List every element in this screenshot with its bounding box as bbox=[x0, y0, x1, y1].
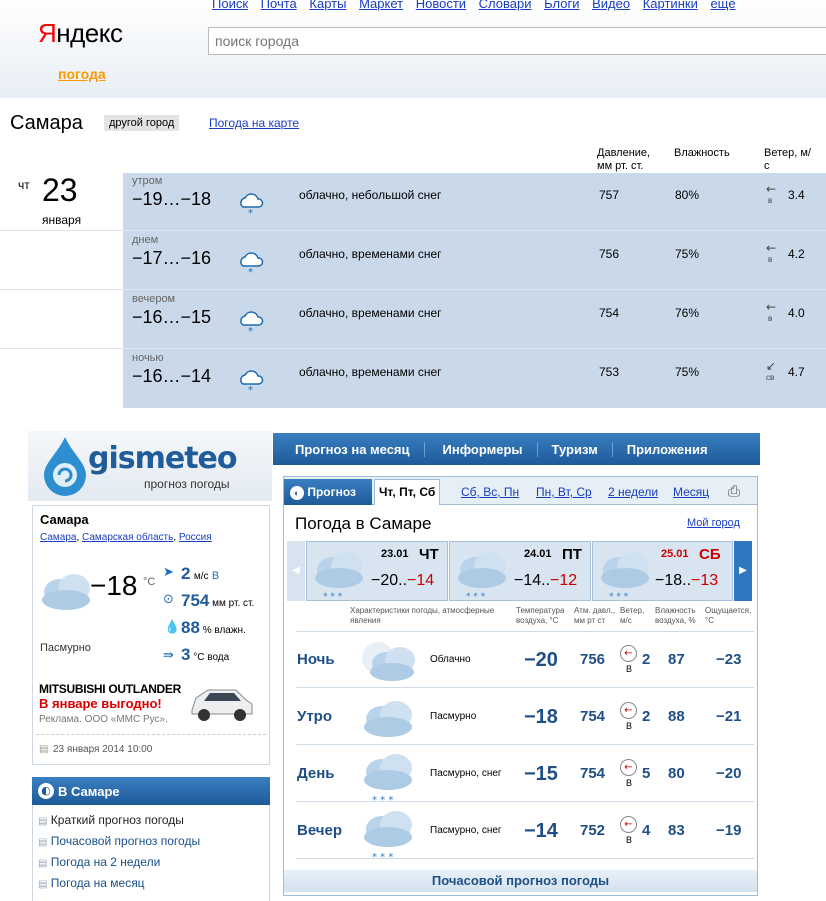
tab-month[interactable]: Месяц bbox=[673, 485, 710, 499]
now-humidity-value: 88 bbox=[181, 618, 200, 637]
part-label: ночью bbox=[132, 352, 164, 364]
side-logo-icon: ◐ bbox=[38, 783, 54, 799]
header-wind: Ветер, м/с bbox=[764, 147, 811, 172]
now-humidity-unit: % влажн. bbox=[202, 625, 246, 636]
other-city-button[interactable]: другой город bbox=[104, 115, 179, 131]
weather-desc: облачно, небольшой снег bbox=[299, 188, 442, 202]
temp-range: −16…−14 bbox=[132, 366, 212, 386]
day-temps bbox=[514, 572, 577, 590]
breadcrumb-city[interactable]: Самара bbox=[40, 532, 77, 543]
pressure: 753 bbox=[599, 365, 620, 379]
now-temp: −18 bbox=[90, 570, 138, 601]
compass-icon: ← bbox=[620, 816, 637, 833]
col-char: Характеристики погоды, атмосферные явления bbox=[350, 606, 495, 625]
cloud-snow-icon bbox=[237, 250, 265, 276]
row-wind: 4 bbox=[642, 822, 651, 839]
tab-2-weeks[interactable]: 2 недели bbox=[608, 485, 659, 499]
gm-row-morning bbox=[296, 689, 754, 745]
ad-note: Реклама. ООО «ММС Рус». bbox=[39, 714, 168, 725]
svg-text:*: * bbox=[248, 385, 253, 394]
droplet-logo-icon bbox=[42, 435, 88, 497]
yandex-nav bbox=[212, 0, 736, 11]
gismeteo-logo-area[interactable] bbox=[28, 431, 272, 501]
row-hum: 88 bbox=[668, 708, 685, 725]
tab-sat-sun-mon[interactable]: Сб, Вс, Пн bbox=[461, 485, 520, 499]
day-temp-high: −13 bbox=[691, 572, 719, 589]
humidity: 76% bbox=[675, 306, 700, 320]
part-label: днем bbox=[132, 234, 159, 246]
wind-arrow-icon: ← bbox=[766, 300, 777, 314]
col-hum: Влажность воздуха, % bbox=[655, 606, 696, 625]
now-water-value: 3 bbox=[181, 645, 191, 664]
breadcrumb-region[interactable]: Самарская область bbox=[82, 532, 174, 543]
compass-icon: ← bbox=[620, 702, 637, 719]
part-name: Утро bbox=[297, 708, 333, 725]
yandex-row-day bbox=[0, 232, 826, 290]
row-wind: 2 bbox=[642, 651, 651, 668]
row-feels: −19 bbox=[716, 822, 742, 839]
day-temps bbox=[371, 572, 434, 590]
side-link-month-label: Погода на месяц bbox=[50, 876, 145, 890]
row-desc: Пасмурно, снег bbox=[430, 825, 502, 836]
pressure: 757 bbox=[599, 188, 620, 202]
wind-speed: 4.2 bbox=[788, 247, 805, 261]
row-temp: −18 bbox=[524, 706, 558, 728]
gm-city: Самара bbox=[40, 512, 89, 527]
day-date: 23.01 bbox=[381, 548, 409, 560]
wind-arrow-icon: ← bbox=[766, 182, 777, 196]
doc-icon: ▤ bbox=[38, 858, 48, 869]
cloud-snow-icon bbox=[358, 748, 420, 806]
yandex-logo[interactable]: Яндекс bbox=[38, 18, 123, 48]
tab-thu-fri-sat[interactable]: Чт, Пт, Сб bbox=[374, 479, 440, 505]
overcast-cloud-icon bbox=[38, 566, 94, 614]
part-name: Вечер bbox=[297, 822, 343, 839]
cloud-snow-icon bbox=[454, 544, 512, 600]
side-link-hourly-label: Почасовой прогноз погоды bbox=[50, 834, 201, 848]
doc-icon: ▤ bbox=[38, 879, 48, 890]
nav-images[interactable]: Картинки bbox=[642, 0, 698, 11]
row-temp: −15 bbox=[524, 763, 558, 785]
topnav-tourism[interactable]: Туризм bbox=[538, 442, 613, 457]
ad-title[interactable]: MITSUBISHI OUTLANDER bbox=[39, 682, 181, 696]
forecast-title: Погода в Самаре bbox=[295, 514, 432, 533]
row-press: 756 bbox=[580, 651, 606, 668]
svg-text:* * *: * * * bbox=[466, 592, 486, 600]
topnav-month[interactable]: Прогноз на месяц bbox=[273, 442, 425, 457]
now-wind bbox=[181, 564, 219, 584]
side-title-bar bbox=[32, 777, 270, 805]
cloud-snow-icon bbox=[597, 544, 655, 600]
row-desc: Пасмурно, снег bbox=[430, 768, 502, 779]
humidity: 75% bbox=[675, 247, 700, 261]
svg-text:* * *: * * * bbox=[372, 852, 394, 863]
day-card-sat[interactable] bbox=[592, 541, 733, 601]
compass-icon: ← bbox=[620, 645, 637, 662]
weather-map-link[interactable]: Погода на карте bbox=[209, 116, 300, 130]
cloudy-night-icon bbox=[358, 636, 420, 686]
row-desc: Облачно bbox=[430, 654, 471, 665]
city-name: Самара bbox=[10, 112, 83, 134]
temp-range: −19…−18 bbox=[132, 189, 212, 209]
nav-video[interactable]: Видео bbox=[592, 0, 631, 11]
svg-text:*: * bbox=[248, 267, 253, 276]
hourly-forecast-bar[interactable] bbox=[284, 870, 757, 892]
row-wind: 2 bbox=[642, 708, 651, 725]
now-water bbox=[181, 645, 229, 665]
nav-maps[interactable]: Карты bbox=[309, 0, 347, 11]
weather-desc: облачно, временами снег bbox=[299, 306, 442, 320]
breadcrumb-country[interactable]: Россия bbox=[178, 532, 212, 543]
wind-speed: 3.4 bbox=[788, 188, 805, 202]
gm-row-day bbox=[296, 746, 754, 806]
my-city-link[interactable]: Мой город bbox=[687, 517, 740, 529]
day-card-fri[interactable] bbox=[449, 541, 591, 601]
yandex-row-morning bbox=[0, 173, 826, 231]
svg-text:*: * bbox=[248, 326, 253, 335]
gismeteo-topnav bbox=[273, 433, 760, 465]
row-hum: 87 bbox=[668, 651, 685, 668]
header-humidity: Влажность bbox=[674, 147, 730, 159]
day-card-thu[interactable] bbox=[306, 541, 448, 601]
day-weekday: СБ bbox=[699, 546, 721, 563]
side-link-2weeks[interactable] bbox=[38, 855, 160, 869]
row-dir: В bbox=[626, 664, 633, 674]
wind-icon: ➤ bbox=[163, 565, 174, 580]
weather-desc: облачно, временами снег bbox=[299, 365, 442, 379]
row-desc: Пасмурно bbox=[430, 711, 477, 722]
water-icon: ⇛ bbox=[163, 648, 174, 663]
gm-breadcrumb: Самара, Самарская область, Россия bbox=[40, 532, 212, 543]
tab-forecast-label: Прогноз bbox=[307, 485, 357, 499]
day-temp-high: −14 bbox=[407, 572, 435, 589]
nav-blogs[interactable]: Блоги bbox=[544, 0, 580, 11]
side-link-short-label: Краткий прогноз погоды bbox=[50, 813, 184, 827]
row-press: 754 bbox=[580, 708, 606, 725]
nav-search[interactable]: Поиск bbox=[212, 0, 249, 11]
cloud-snow-icon bbox=[237, 368, 265, 394]
yandex-row-night bbox=[0, 350, 826, 408]
ad-slogan[interactable]: В январе выгодно! bbox=[39, 696, 162, 711]
cloud-snow-icon bbox=[237, 309, 265, 335]
now-wind-value: 2 bbox=[181, 564, 191, 583]
now-water-unit: °C вода bbox=[193, 652, 230, 663]
wind-dir: в bbox=[768, 314, 773, 323]
now-pressure bbox=[181, 591, 254, 611]
side-link-hourly[interactable] bbox=[38, 834, 200, 848]
tab-forecast[interactable] bbox=[284, 479, 372, 505]
gm-row-night bbox=[296, 632, 754, 688]
part-label: утром bbox=[132, 175, 163, 187]
day-weekday: ПТ bbox=[562, 546, 582, 563]
wind-speed: 4.0 bbox=[788, 306, 805, 320]
overcast-cloud-icon bbox=[358, 693, 420, 743]
topnav-apps[interactable]: Приложения bbox=[626, 441, 708, 457]
humidity-icon: 💧 bbox=[164, 620, 181, 635]
clock-icon: ▤ bbox=[39, 744, 49, 755]
part-name: День bbox=[297, 765, 335, 782]
day-date: 24.01 bbox=[524, 548, 552, 560]
day-month: января bbox=[42, 213, 82, 227]
wind-dir: в bbox=[768, 255, 773, 264]
cloud-snow-icon bbox=[311, 544, 369, 600]
day-temp-high: −12 bbox=[550, 572, 578, 589]
day-temp-low: −20.. bbox=[371, 572, 408, 589]
humidity: 75% bbox=[675, 365, 700, 379]
row-hum: 83 bbox=[668, 822, 685, 839]
nav-dictionaries[interactable]: Словари bbox=[478, 0, 532, 11]
col-wind: Ветер, м/с bbox=[620, 606, 645, 625]
day-date: 23 bbox=[42, 172, 78, 208]
row-press: 752 bbox=[580, 822, 606, 839]
header-pressure: Давление, мм рт. ст. bbox=[597, 147, 651, 172]
pressure: 756 bbox=[599, 247, 620, 261]
cloud-snow-icon bbox=[358, 805, 420, 863]
row-wind: 5 bbox=[642, 765, 651, 782]
nav-market[interactable]: Маркет bbox=[359, 0, 404, 11]
row-temp: −14 bbox=[524, 820, 558, 842]
nav-more[interactable]: ещё bbox=[710, 0, 736, 11]
carousel-prev-button[interactable]: ◀ bbox=[287, 541, 305, 601]
nav-news[interactable]: Новости bbox=[415, 0, 467, 11]
nav-mail[interactable]: Почта bbox=[260, 0, 297, 11]
svg-text:* * *: * * * bbox=[372, 795, 394, 806]
part-name: Ночь bbox=[297, 651, 335, 668]
row-dir: В bbox=[626, 778, 633, 788]
temp-range: −16…−15 bbox=[132, 307, 212, 327]
part-label: вечером bbox=[132, 293, 176, 305]
wind-dir: св bbox=[766, 373, 775, 382]
topnav-informers[interactable]: Информеры bbox=[425, 442, 538, 457]
humidity: 80% bbox=[675, 188, 700, 202]
row-press: 754 bbox=[580, 765, 606, 782]
now-pressure-unit: мм рт. ст. bbox=[212, 598, 255, 609]
row-feels: −20 bbox=[716, 765, 742, 782]
hourly-forecast-link: Почасовой прогноз погоды bbox=[431, 873, 610, 888]
now-wind-unit: м/с bbox=[193, 571, 209, 582]
print-icon[interactable]: ⎙ bbox=[728, 482, 741, 500]
svg-text:* * *: * * * bbox=[609, 592, 629, 600]
svg-text:* * *: * * * bbox=[323, 592, 343, 600]
row-dir: В bbox=[626, 721, 633, 731]
day-weekday: ЧТ bbox=[419, 546, 439, 563]
gismeteo-logo-text: gismeteo bbox=[88, 441, 237, 476]
day-temp-low: −14.. bbox=[514, 572, 551, 589]
now-condition: Пасмурно bbox=[40, 642, 91, 654]
day-temps bbox=[655, 572, 718, 590]
day-temp-low: −18.. bbox=[655, 572, 692, 589]
gismeteo-tagline: прогноз погоды bbox=[144, 477, 230, 491]
day-date: 25.01 bbox=[661, 548, 689, 560]
gm-row-evening bbox=[296, 803, 754, 863]
gm-timestamp: 23 января 2014 10:00 bbox=[53, 744, 153, 755]
weather-desc: облачно, временами снег bbox=[299, 247, 442, 261]
doc-icon: ▤ bbox=[38, 837, 48, 848]
city-search-input[interactable] bbox=[208, 27, 826, 55]
now-temp-unit: °C bbox=[143, 576, 156, 588]
carousel-next-button[interactable]: ▶ bbox=[734, 541, 752, 601]
row-hum: 80 bbox=[668, 765, 685, 782]
day-weekday: чт bbox=[18, 178, 30, 192]
now-wind-dir: В bbox=[211, 570, 220, 582]
side-title: В Самаре bbox=[58, 784, 120, 799]
svg-text:*: * bbox=[248, 208, 253, 217]
row-dir: В bbox=[626, 835, 633, 845]
wind-arrow-icon: ← bbox=[766, 241, 777, 255]
cloud-snow-icon bbox=[237, 191, 265, 217]
side-link-short[interactable] bbox=[38, 813, 184, 827]
forecast-logo-icon: ◐ bbox=[290, 486, 304, 500]
pressure: 754 bbox=[599, 306, 620, 320]
side-link-month[interactable] bbox=[38, 876, 145, 890]
wind-arrow-icon: ↙ bbox=[766, 359, 777, 373]
side-link-2weeks-label: Погода на 2 недели bbox=[50, 855, 161, 869]
timestamp-divider bbox=[36, 734, 266, 735]
col-press: Атм. давл., мм рт ст bbox=[574, 606, 616, 625]
tab-mon-tue-wed[interactable]: Пн, Вт, Ср bbox=[536, 485, 592, 499]
col-temp: Температура воздуха, °C bbox=[516, 606, 565, 625]
row-temp: −20 bbox=[524, 649, 558, 671]
compass-icon: ← bbox=[620, 759, 637, 776]
col-feels: Ощущается, °C bbox=[705, 606, 752, 625]
row-feels: −23 bbox=[716, 651, 742, 668]
now-pressure-value: 754 bbox=[181, 591, 210, 610]
pressure-icon: ⊙ bbox=[163, 592, 174, 607]
wind-speed: 4.7 bbox=[788, 365, 805, 379]
row-feels: −21 bbox=[716, 708, 742, 725]
wind-dir: в bbox=[768, 196, 773, 205]
now-humidity bbox=[181, 618, 246, 638]
car-image[interactable] bbox=[186, 680, 256, 726]
service-weather-link[interactable]: погода bbox=[58, 66, 106, 82]
temp-range: −17…−16 bbox=[132, 248, 212, 268]
yandex-row-evening bbox=[0, 291, 826, 349]
doc-icon: ▤ bbox=[38, 816, 48, 827]
